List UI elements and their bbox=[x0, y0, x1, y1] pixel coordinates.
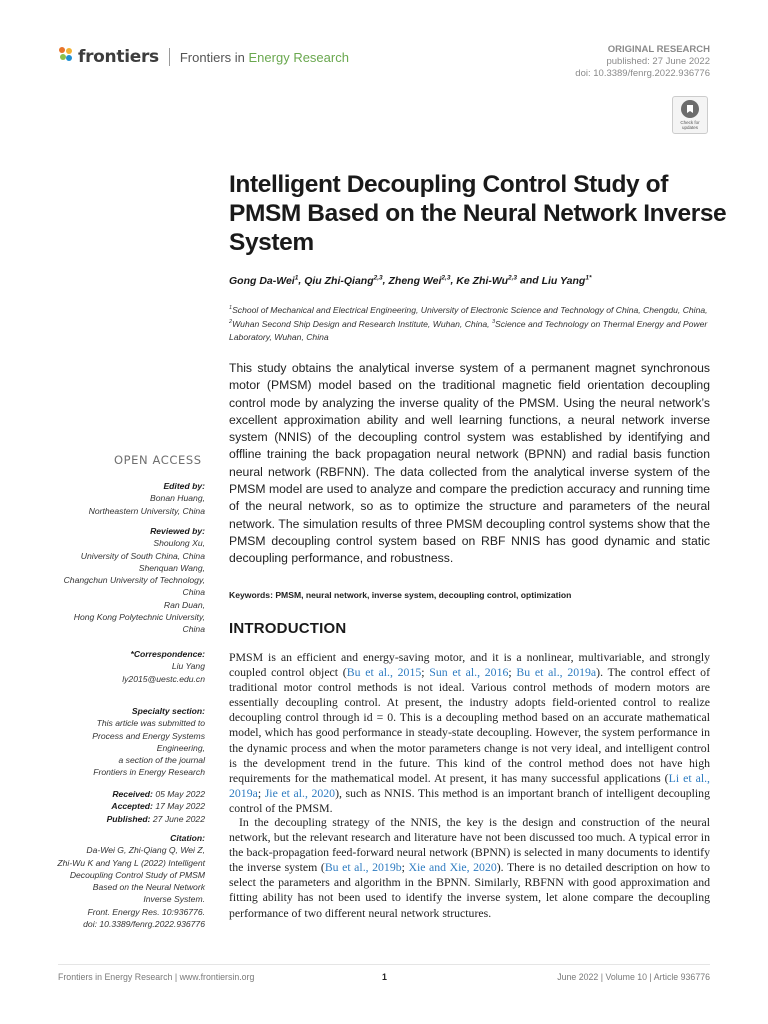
citation-line: Da-Wei G, Zhi-Qiang Q, Wei Z, bbox=[86, 845, 205, 856]
author[interactable]: Ke Zhi-Wu$^{2,3}$ bbox=[456, 274, 518, 287]
reviewer-name[interactable]: Shoulong Xu, bbox=[153, 538, 205, 549]
article-meta bbox=[575, 44, 710, 80]
reviewer-affiliation: Hong Kong Polytechnic University, bbox=[73, 612, 205, 623]
citation-line: Based on the Neural Network bbox=[92, 882, 205, 893]
citation-link[interactable]: Sun et al., 2016 bbox=[429, 665, 509, 680]
citation-line: Decoupling Control Study of PMSM bbox=[69, 869, 205, 880]
citation-link[interactable]: Li et al., 2019a bbox=[229, 770, 711, 800]
citation-label: Citation: bbox=[170, 833, 205, 843]
check-updates-label: Check for updates bbox=[680, 120, 700, 130]
check-for-updates-badge[interactable] bbox=[672, 96, 708, 134]
reviewer-affiliation: University of South China, China bbox=[80, 550, 205, 561]
specialty-section bbox=[25, 705, 205, 779]
author[interactable]: Liu Yang$^{1*}$ bbox=[541, 274, 592, 287]
reviewer-name[interactable]: Shenquan Wang, bbox=[138, 562, 205, 573]
correspondent-email[interactable]: ly2015@uestc.edu.cn bbox=[122, 673, 205, 684]
specialty-line: Engineering, bbox=[156, 742, 205, 753]
published-date-side: Published: 27 June 2022 bbox=[106, 813, 205, 824]
citation-doi[interactable]: doi: 10.3389/fenrg.2022.936776 bbox=[83, 919, 205, 930]
citation-section bbox=[25, 832, 205, 930]
citation-line: Inverse System. bbox=[143, 894, 205, 905]
article-type: ORIGINAL RESEARCH bbox=[607, 44, 710, 55]
footer-issue: June 2022 | Volume 10 | Article 936776 bbox=[557, 972, 710, 982]
edited-by-section bbox=[25, 480, 205, 517]
specialty-line: a section of the journal bbox=[118, 755, 205, 766]
reviewed-by-section bbox=[25, 525, 205, 636]
author[interactable]: Qiu Zhi-Qiang$^{2,3}$ bbox=[304, 274, 383, 287]
keywords: Keywords: PMSM, neural network, inverse system, decoupling control, optimization bbox=[229, 590, 572, 600]
correspondent-name: Liu Yang bbox=[171, 661, 205, 672]
reviewer-affiliation: Changchun University of Technology, bbox=[63, 575, 205, 586]
bookmark-icon bbox=[681, 100, 699, 118]
open-access-label: OPEN ACCESS bbox=[114, 453, 202, 467]
specialty-line: Process and Energy Systems bbox=[92, 730, 205, 741]
edited-by-label: Edited by: bbox=[163, 481, 205, 491]
specialty-line: Frontiers in Energy Research bbox=[93, 767, 205, 778]
author-list: Gong Da-Wei$^1$, Qiu Zhi-Qiang$^{2,3}$, Zheng Wei$^{2,3}$, Ke Zhi-Wu$^{2,3}$ and Liu Yang$^{1*}$ bbox=[229, 274, 592, 287]
header-divider bbox=[169, 48, 170, 66]
correspondence-section bbox=[25, 648, 205, 685]
citation-link[interactable]: Bu et al., 2019b bbox=[324, 860, 402, 875]
reviewer-affiliation: China bbox=[182, 587, 205, 598]
article-title: Intelligent Decoupling Control Study of PMSM Based on the Neural Network Inverse System bbox=[229, 171, 727, 256]
received-date: Received: 05 May 2022 bbox=[112, 789, 205, 799]
accepted-date: Accepted: 17 May 2022 bbox=[111, 801, 205, 812]
page-number: 1 bbox=[382, 972, 387, 982]
author[interactable]: Gong Da-Wei$^1$ bbox=[229, 274, 299, 287]
citation-link[interactable]: Jie et al., 2020 bbox=[264, 785, 336, 800]
author[interactable]: Zheng Wei$^{2,3}$ bbox=[388, 274, 451, 287]
specialty-line: This article was submitted to bbox=[96, 718, 205, 729]
frontiers-logo-icon bbox=[58, 46, 74, 69]
abstract: This study obtains the analytical inverse system of a permanent magnet synchronous motor (PMSM) model based on the traditional magnetic field orientation decoupling control mode by analyzing the inverse quality of the PMSM. Using the neural network’s excellent approximation ability and well learning functions, a neural network inverse system (NNIS) of the decoupling control system was established by identifying and offline training the back propagation neural network (BPNN) and radial basis function neural network (RBFNN). The data collected from the analytical inverse system of the PMSM model are used to analyze and compare the prediction accuracy and running time of the neural network, so as to optimize the structure and parameters of the neural network. The simulation results of three PMSM decoupling control systems show that the PMSM decoupling control system based on RBF NNIS has good dynamic and static decoupling performance, and robustness. bbox=[229, 361, 710, 566]
citation-line: Zhi-Wu K and Yang L (2022) Intelligent bbox=[57, 857, 205, 868]
editor-name[interactable]: Bonan Huang, bbox=[150, 493, 205, 504]
affiliation-2: Wuhan Second Ship Design and Research Institute, Wuhan, China, bbox=[232, 319, 490, 330]
citation-link[interactable]: Xie and Xie, 2020 bbox=[408, 860, 497, 875]
correspondence-label: *Correspondence: bbox=[130, 649, 205, 659]
citation-link[interactable]: Bu et al., 2015 bbox=[346, 665, 422, 680]
affiliation-1: School of Mechanical and Electrical Engineering, University of Electronic Science and Technology of China, Chengdu, China, bbox=[232, 304, 708, 315]
journal-name[interactable]: Frontiers in Energy Research bbox=[179, 49, 349, 65]
body-paragraph: PMSM is an efficient and energy-saving motor, and it is a nonlinear, multivariable, and strongly coupled control object (Bu et al., 2015; Sun et al., 2016; Bu et al., 2019a). The control effect of traditional motor control methods is not ideal. Various control methods of modern motors are essentially decoupling control. At present, the industry adopts field-oriented control to realize decoupling control through id = 0. This is a decoupling method based on an accurate mathematical model, which has good performance in steady-state decoupling. However, the system performance in the dynamic process and when the motor parameters change is not very ideal, and intelligent control is the development trend in the future. This kind of the control method does not have high requirements for the mathematical model. At present, it has many successful applications (Li et al., 2019a; Jie et al., 2020), such as NNIS. This method is an important branch of intelligent decoupling control of the PMSM. bbox=[229, 650, 711, 815]
dates-section bbox=[25, 788, 205, 825]
reviewer-affiliation: China bbox=[182, 624, 205, 635]
doi[interactable]: doi: 10.3389/fenrg.2022.936776 bbox=[575, 68, 710, 79]
editor-affiliation: Northeastern University, China bbox=[88, 505, 205, 516]
affiliation-3: Science and Technology on Thermal Energy and Power Laboratory, Wuhan, China bbox=[229, 319, 708, 342]
footer-journal[interactable]: Frontiers in Energy Research | www.frontiersin.org bbox=[58, 972, 255, 982]
citation-line: Front. Energy Res. 10:936776. bbox=[87, 906, 205, 917]
citation-link[interactable]: Bu et al., 2019a bbox=[516, 665, 597, 680]
footer-divider bbox=[58, 964, 710, 965]
reviewer-name[interactable]: Ran Duan, bbox=[163, 599, 205, 610]
published-date: published: 27 June 2022 bbox=[606, 56, 710, 67]
journal-header bbox=[58, 46, 349, 68]
body-paragraph: In the decoupling strategy of the NNIS, the key is the design and construction of the neural network, but the relevant research and literature have not been discussed too much. A typical error in the back-propagation feed-forward neural network (BPNN) is selected in many documents to identify the inverse system (Bu et al., 2019b; Xie and Xie, 2020). There is no detailed description on how to select the parameters and algorithm in the BPNN. Similarly, RBFNN with good approximation and fitting ability has not been used to identify the inverse system, let alone compare the decoupling performance of two different neural network structures. bbox=[229, 815, 710, 920]
frontiers-logo-text[interactable]: frontiers bbox=[78, 47, 159, 67]
affiliations: $^1$School of Mechanical and Electrical Engineering, University of Electronic Science and Technology of China, Chengdu, China, $^2$Wuhan Second Ship Design and Research Institute, Wuhan, China, $^3$Science and Technology on Thermal Energy and Power Laboratory, Wuhan, China bbox=[229, 304, 708, 342]
reviewed-by-label: Reviewed by: bbox=[150, 526, 205, 536]
section-heading-introduction: INTRODUCTION bbox=[229, 620, 347, 637]
specialty-label: Specialty section: bbox=[131, 706, 205, 716]
